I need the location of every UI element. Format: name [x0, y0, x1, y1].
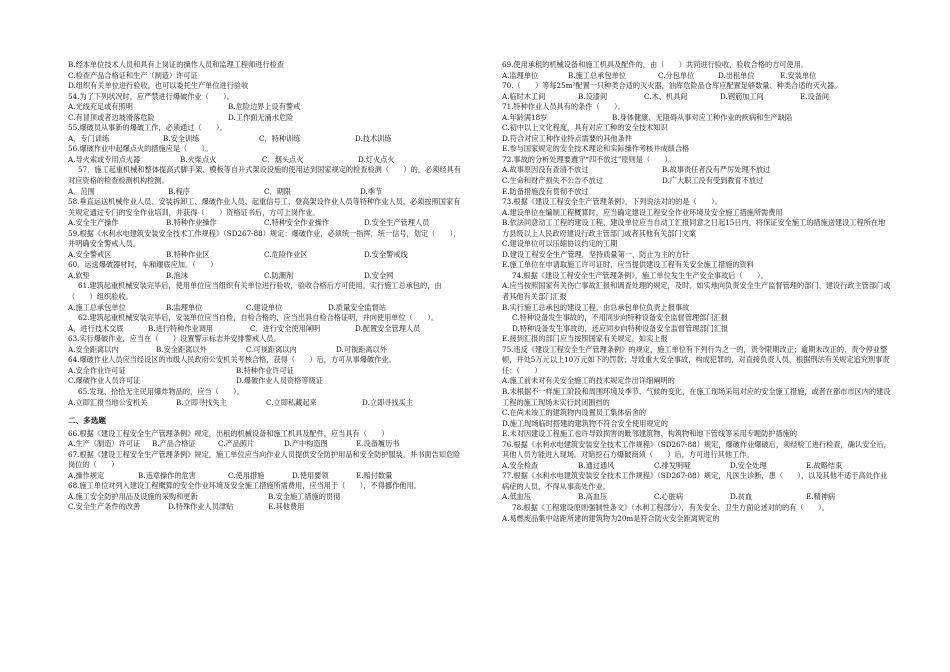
option: D.广大职工没有受到教育不放过: [662, 176, 764, 186]
question-58: 58.垂直运送机械作业人员、安装拆卸工、爆破作业人员、起重信号工、登高架设作业人员等特种作业人员，必须按照国家有关规定通过专门的安全作业培训，并获得（ ）资格证书后，方可上岗作业。: [68, 197, 461, 217]
option: A.临时木工间: [502, 91, 546, 101]
option: A.安全警戒区: [68, 249, 112, 259]
question-74: 74.根据《建设工程安全生产管理条例》，施工单位发生生产安全事故后（ ）。: [512, 270, 768, 280]
option: A.立即汇报当地公安机关: [68, 397, 148, 407]
option: D.符合对应工种作业特点需要的其他条件: [502, 133, 632, 143]
option: D.工作面无涌水危险: [228, 112, 294, 122]
option: A.安全生产操作: [68, 218, 119, 228]
option: D.技术训练: [355, 133, 392, 143]
option: E.故略结束: [806, 460, 843, 470]
option: B.安全训练: [163, 133, 200, 143]
option: C.产品照片: [218, 439, 255, 449]
option: A.软垫: [68, 270, 90, 280]
options-64: [68, 366, 463, 377]
option: A.生产（制造）许可证: [68, 439, 141, 449]
option: D.灯火点火: [358, 154, 395, 164]
question-56: 56.爆破作业中起爆点火的措施应是（ ）。: [68, 144, 213, 154]
option: D.出租单位: [718, 70, 755, 80]
option: C.特种安全作业操作: [264, 218, 330, 228]
option: B.火柴点火: [180, 154, 217, 164]
option: B.危险边界上设有警戒: [228, 102, 301, 112]
option: A.操作规定: [68, 470, 105, 480]
option: C．进行安全使用阐明: [250, 323, 321, 333]
option: A.施工安全防护用品及设施的采购和更新: [68, 491, 198, 501]
option: A.安全距离以内: [68, 344, 119, 354]
option: C．期限: [264, 186, 292, 196]
option: A.故事原因没有查清不放过: [502, 165, 589, 175]
options-62: [68, 324, 463, 335]
option: B.未根据不一样施工阶段和周围环境及季节、气候的变化，在施工现场采用对应的安全施工措施，或者在都市市区内的建设工程的施工现场未实行封闭围挡的: [502, 386, 891, 407]
right-column: [502, 60, 892, 524]
option: A.安全作业许可证: [68, 365, 126, 375]
option: C.木、机具间: [644, 91, 688, 101]
options-64b: [68, 376, 463, 387]
option: E.接到汇报的部门应当按照国家有关规定，如实上报: [502, 334, 668, 344]
option: A.易燃废品集中站距所建的建筑物为20m是符合防火安全距离规定的: [502, 513, 720, 523]
option: B.产品合格证: [152, 439, 196, 449]
question-77: 77.根据《水利水电建筑安装安全技术工作规程》（SD267-88）规定，凡医生诊断，患（ ），以及其他不适于高处作业病症的人员，不得从事高处作业。: [502, 471, 888, 491]
options-68b: [68, 502, 463, 513]
options-77: [502, 492, 892, 503]
options-71: [502, 113, 892, 124]
question-70: 70.（ ）等每25m²配置一只种类合适的灭火器，油库危险品仓库应配置足够数量、种类合适的灭火器。: [502, 81, 842, 91]
option: D.可视距离以外: [336, 344, 387, 354]
options-60: [68, 271, 463, 282]
option: B.立即寻找失主: [176, 397, 227, 407]
option: E.参与国家规定的安全技术理论和实际操作考核并成绩合格: [502, 144, 690, 154]
option: A．专门训练: [68, 133, 110, 143]
option: E.精神病: [806, 492, 836, 502]
question-63: 63.实行爆破作业，应当在（ ）设置警示标志并安排警戒人员。: [68, 334, 281, 344]
question-68: 68.施工单位对列入建设工程概算的安全作业环境及安全施工措施所需费用，应当用于（ ），不得挪作他用。: [68, 481, 421, 491]
options-66: [68, 439, 463, 450]
option: E.设备履历书: [356, 439, 400, 449]
question-78: 78.根据《工程建设原则强制性条文》（水利工程部分），有关安全、卫生方面论述对的的有（ ）。: [512, 502, 829, 512]
option: B.进行特种作业调用: [148, 323, 214, 333]
option: A.光线充足或有照明: [68, 102, 133, 112]
option: C.立即私藏起来: [266, 397, 317, 407]
left-column: [68, 60, 463, 513]
option: D.使用要领: [292, 470, 329, 480]
options-76: [502, 461, 892, 472]
option: A.施工前未对有关安全施工的技术规定作出详细阐明的: [502, 376, 675, 386]
question-67: 67.根据《建设工程安全生产管理条例》规定，施工单位应当向作业人员提供安全防护用品和安全防护服装，并书面告知危险岗位的（ ）: [68, 449, 461, 470]
option: E.设备间: [800, 91, 830, 101]
option: D.季节: [360, 186, 383, 196]
option: D.立即寻找买主: [362, 397, 413, 407]
option: A．进行技术交底: [68, 323, 124, 333]
question-71: 71.特种作业人员具有的条件（ ）。: [502, 102, 625, 112]
option: C.爆破作业人员许可证: [68, 376, 141, 386]
options-56: [68, 155, 463, 166]
option: C.分包单位: [658, 70, 695, 80]
option: D.配置安全管理人员: [355, 323, 421, 333]
question-66: 66.根据《建设工程安全生产管理条例》规定，出租的机械设备和施工机具及配件，应当具有（ ）: [68, 428, 389, 438]
question-65: 65.发现、拾拾无主民用爆炸物品的，应当（ ）。: [78, 386, 244, 396]
option: B.安全施工措施的贯彻: [268, 491, 341, 501]
options-68: [68, 492, 463, 503]
options-57: [68, 187, 463, 198]
option: E.未对因建设工程施工也许导致损害的毗邻建筑物、构筑物和地下管线等采用专题防护措施的: [502, 429, 798, 439]
option: C.心脏病: [654, 492, 684, 502]
question-73: 73.根据《建设工程安全生产管理条例》，下列说法对的的是（ ）。: [502, 197, 722, 207]
option: B.监理单位: [166, 302, 203, 312]
question-64: 64.爆破作业人员应当经设区的市级人民政府公安机关考核合格，获得（ ）后，方可从事爆破作业。: [68, 355, 396, 365]
options-65: [68, 398, 463, 409]
option: B.通过通风: [578, 460, 615, 470]
option: D.质量安全监督站: [328, 302, 387, 312]
option: D.产中构造图: [284, 439, 328, 449]
option: C.建设单位可以压缩协议约定的工期: [502, 239, 618, 249]
text-line: D.组织有关单位进行验收，也可以委托生产单位进行验收: [68, 81, 249, 91]
option: B.设漆间: [578, 91, 608, 101]
question-69: 69.使用承租的机械设备和施工机具及配件的，由（ ）共同进行验收，验收合格的方可使用。: [502, 60, 809, 69]
text-line: C.检查产品合格证和生产（制造）许可证: [68, 70, 198, 80]
options-61: [68, 303, 463, 314]
option: A.导火索或专用点火器: [68, 154, 141, 164]
option: B.泡沫: [166, 270, 188, 280]
question-54: 54.为了下列状况时，应严禁进行爆破作业（ ）。: [68, 91, 234, 101]
option: D.施工现场临时搭建的建筑物不符合安全使用规定的: [502, 418, 668, 428]
option: D.钢筋加工间: [720, 91, 764, 101]
option: A.安全检查: [502, 460, 539, 470]
option: D.建设工程安全生产管理，坚持质量第一、防止为主的方针: [502, 249, 690, 259]
option: C.防潮剂: [264, 270, 294, 280]
options-54b: [68, 113, 463, 124]
option: C.可视距离以内: [246, 344, 297, 354]
option: D.特种设备发生事故的，还应同步向特种设备安全监督管理部门汇报: [512, 323, 729, 333]
option: D.安全生产管理人员: [364, 218, 430, 228]
option: A.建设单位在编制工程概算时，应当确定建设工程安全作业环境及安全施工措施所需费用: [502, 207, 783, 217]
question-62: 62.建筑起重机械安装完毕后，安装单位应当自检，自检合格的，应当出具自检合格证明，并向使用单位（ ）。: [78, 313, 439, 323]
option: E.其他费用: [268, 502, 305, 512]
question-55: 55.爆破员从事新的爆破工作，必须通过（ ）。: [68, 123, 227, 133]
option: B.依法同意动工工程的建设工程，建设单位应当自动工汇报同意之日起15日内，将保证安全施工的措施送建设工程所在地方县级以上人民政府建设行政主管部门或者其他有关部门文案: [502, 218, 886, 238]
options-72: [502, 165, 892, 176]
options-54: [68, 102, 463, 113]
options-58: [68, 218, 463, 229]
question-61: 61.建筑起重机械安装完毕后，使用单位应当组织有关单位进行验收，验收合格后方可使用。实行施工总承包的，由（ ）组织验收。: [68, 281, 442, 302]
text-line: B.经本单位技术人员和具有上岗证的操作人员和监理工程师进行检查: [68, 60, 285, 69]
option: C.排发明哑: [654, 460, 691, 470]
option: C.初中以上文化程度，具有对应工种的安全技术知识: [502, 123, 668, 133]
option: D.安全处理: [730, 460, 767, 470]
options-69: [502, 71, 892, 82]
question-72: 72.事故的分析处理要遵守“四不放过”原则是（ ）。: [502, 154, 676, 164]
option: C．特种训练: [259, 133, 301, 143]
options-67: [68, 471, 463, 482]
option: C.危险作业区: [264, 249, 308, 259]
option: B.高血压: [578, 492, 608, 502]
option: B.违章操作的危害: [138, 470, 196, 480]
options-55: [68, 134, 463, 145]
option: B.特种作业许可证: [236, 365, 294, 375]
option: B.实行施工总承包的建设工程，由总承包单位负责上报事故: [502, 302, 690, 312]
question-60: 60．运送爆破器材时，车厢堰底应加。（ ）: [68, 260, 218, 270]
option: A.年龄满18岁: [502, 112, 548, 122]
option: C.在尚未竣工的建筑物内设置员工集体宿舍的: [502, 408, 647, 418]
option: C.安全生产条件的改善: [68, 502, 141, 512]
option: A.应当按照国家有关伤亡事故汇报和调查处理的规定，及时、如实地向负责安全生产监督管理的部门、建设行政主管部门或者其他有关部门汇报: [502, 281, 891, 302]
option: A．范围: [68, 186, 95, 196]
options-72b: [502, 176, 892, 187]
question-57: 57．施工起重机械和整体提高式脚手架、模板等自升式架设设施的使用达到国家规定的检查检测（ ）的，必须经具有对应资格的检查检测机构检测。: [68, 165, 461, 186]
option: B.故事责任者没有严厉处理不放过: [662, 165, 771, 175]
option: B.身体健康、无阻碍从事对应工种作业的疾病和生产缺陷: [612, 112, 793, 122]
option: C.有冒顶或者边坡滑落危险: [68, 112, 155, 122]
option: E.施工单位在申请取施工许可证时，应当提供建设工程有关安全施工措施的资料: [502, 260, 754, 270]
option: E.赔付数量: [356, 470, 393, 480]
option: D.特殊作业人员津贴: [168, 502, 234, 512]
option: E.安装单位: [780, 70, 817, 80]
option: C.使用措施: [228, 470, 265, 480]
option: B.施工总承包单位: [568, 70, 626, 80]
option: C.建设单位: [246, 302, 283, 312]
option: A.低血压: [502, 492, 532, 502]
options-63: [68, 345, 463, 356]
option: C.特种设备发生事故的，不用同步向特种设备安全监督管理部门汇报: [512, 313, 728, 323]
option: E.防备措施没有贯彻不放过: [502, 186, 589, 196]
question-59: 59.根据《水利水电建筑安装安全技术工作规程》（SD267-88）规定：爆破作业，必须统一指挥，统一信号，划定（ ），并明确安全警戒人员。: [68, 228, 461, 249]
option: D.安全警戒线: [364, 249, 408, 259]
option: A.施工总承包单位: [68, 302, 126, 312]
question-76: 76.根据《水利水电建筑安装安全技术工作规程》（SD267-88）规定，爆破作业爆破后，须经检工进行检查，确认安全后，其他人员方能进入现场。对暗挖石方爆破商须（ ）后，方可进行其他工作。: [502, 439, 891, 460]
option: D.安全网: [364, 270, 394, 280]
option: B.特种作业操作: [166, 218, 217, 228]
option: C．烟头点火: [262, 154, 304, 164]
option: A.监理单位: [502, 70, 539, 80]
option: B.特种作业区: [166, 249, 210, 259]
option: B.程序: [168, 186, 190, 196]
option: D.贫血: [730, 492, 753, 502]
options-59: [68, 250, 463, 261]
option: B.安全距离以外: [156, 344, 207, 354]
option: C.生命和财产损失不公告不放过: [502, 176, 603, 186]
option: D.爆破作业人员资格等级证: [236, 376, 323, 386]
section-heading-multiple-choice: 二、多选题: [68, 416, 106, 426]
question-75: 75.违反《建设工程安全生产管理条例》的规定，施工单位有下列行为之一的，责令限期改正；逾期未改正的，责令停业整顿，并处5万元以上10万元如下的罚款；导致重大安全事故，构成犯罪的，对直接负责人员，根据刑法有关规定追究刑事责任：（ ）: [502, 344, 890, 375]
options-70: [502, 92, 892, 103]
